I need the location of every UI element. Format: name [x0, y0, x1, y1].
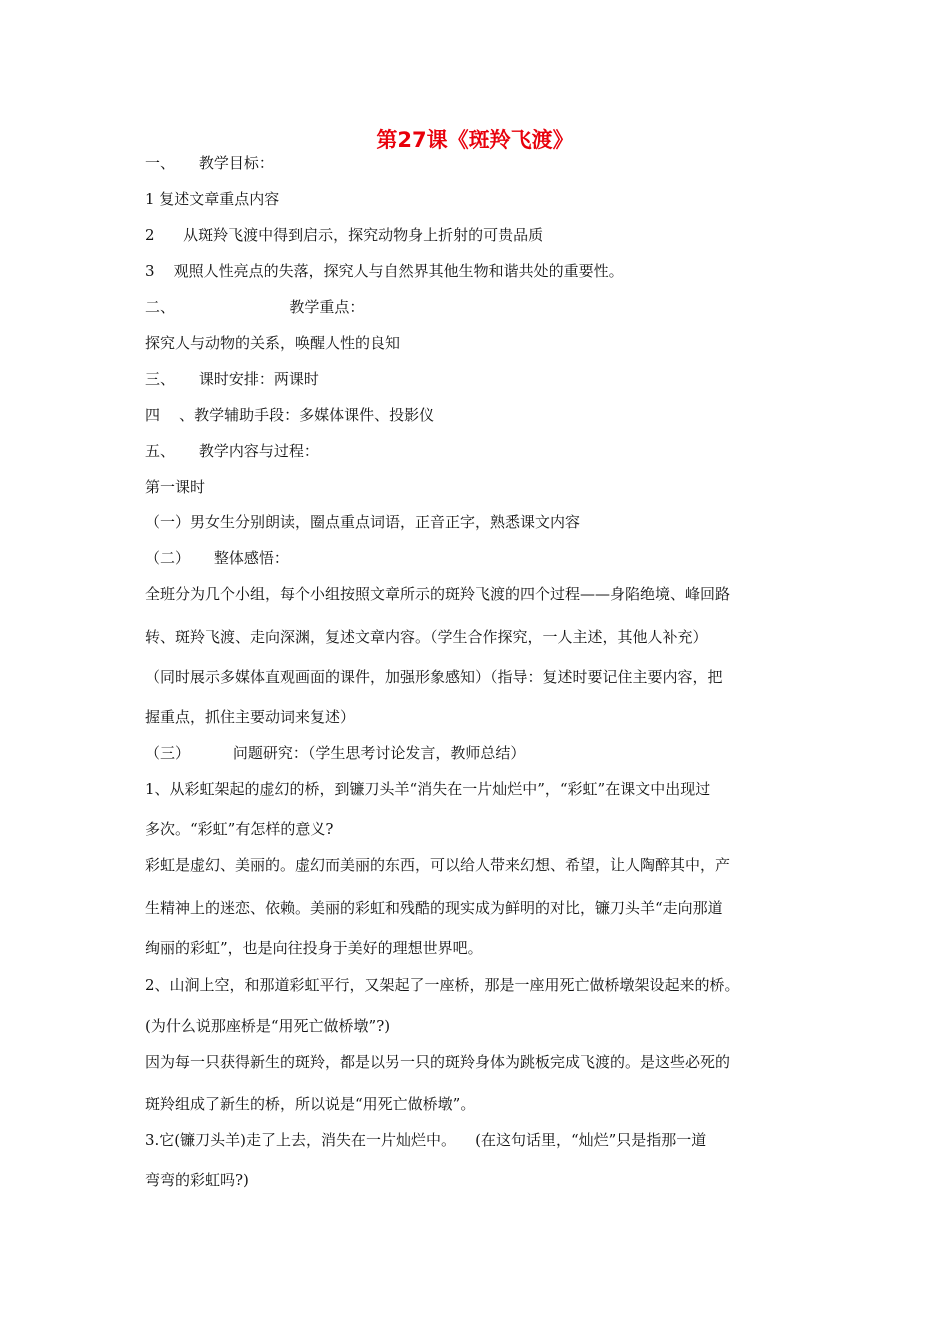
text-line: 生精神上的迷恋、依赖。美丽的彩虹和残酷的现实成为鲜明的对比，镰刀头羊“走向那道 [145, 899, 723, 917]
text-line: 握重点，抓住主要动词来复述） [145, 708, 356, 726]
text-line: 一、 教学目标： [145, 154, 274, 172]
text-line: （同时展示多媒体直观画面的课件，加强形象感知）（指导：复述时要记住主要内容，把 [145, 668, 723, 686]
text-line: 斑羚组成了新生的桥，所以说是“用死亡做桥墩”。 [145, 1095, 476, 1113]
text-line: 3 观照人性亮点的失落，探究人与自然界其他生物和谐共处的重要性。 [145, 262, 624, 280]
text-line: 因为每一只获得新生的斑羚，都是以另一只的斑羚身体为跳板完成飞渡的。是这些必死的 [145, 1053, 731, 1071]
text-line: （一）男女生分别朗读，圈点重点词语，正音正字，熟悉课文内容 [145, 513, 581, 531]
text-line: 2、山涧上空，和那道彩虹平行，又架起了一座桥，那是一座用死亡做桥墩架设起来的桥。 [145, 976, 740, 994]
text-line: 三、 课时安排：两课时 [145, 370, 319, 388]
text-line: 四 、教学辅助手段：多媒体课件、投影仪 [145, 406, 435, 424]
text-line: 转、斑羚飞渡、走向深渊，复述文章内容。（学生合作探究，一人主述，其他人补充） [145, 628, 708, 646]
text-line: 2 从斑羚飞渡中得到启示，探究动物身上折射的可贵品质 [145, 226, 544, 244]
text-line: 1 复述文章重点内容 [145, 190, 280, 208]
text-line: 多次。“彩虹”有怎样的意义? [145, 820, 334, 838]
text-line: 1、从彩虹架起的虚幻的桥，到镰刀头羊“消失在一片灿烂中”，“彩虹”在课文中出现过 [145, 780, 711, 798]
text-line: (为什么说那座桥是“用死亡做桥墩”?) [145, 1017, 391, 1035]
text-line: （二） 整体感悟： [145, 549, 289, 567]
text-line: 第一课时 [145, 478, 206, 496]
text-line: 五、 教学内容与过程： [145, 442, 319, 460]
text-line: （三） 问题研究：（学生思考讨论发言，教师总结） [145, 744, 526, 762]
text-line: 彩虹是虚幻、美丽的。虚幻而美丽的东西，可以给人带来幻想、希望，让人陶醉其中，产 [145, 856, 731, 874]
text-line: 全班分为几个小组，每个小组按照文章所示的斑羚飞渡的四个过程——身陷绝境、峰回路 [145, 585, 731, 603]
text-line: 绚丽的彩虹”，也是向往投身于美好的理想世界吧。 [145, 939, 483, 957]
text-line: 二、 教学重点： [145, 298, 365, 316]
document-title: 第27课《斑羚飞渡》 [376, 128, 574, 152]
text-line: 3.它(镰刀头羊)走了上去，消失在一片灿烂中。 (在这句话里，“灿烂”只是指那一道 [145, 1131, 707, 1149]
text-line: 弯弯的彩虹吗?) [145, 1171, 249, 1189]
text-line: 探究人与动物的关系，唤醒人性的良知 [145, 334, 401, 352]
